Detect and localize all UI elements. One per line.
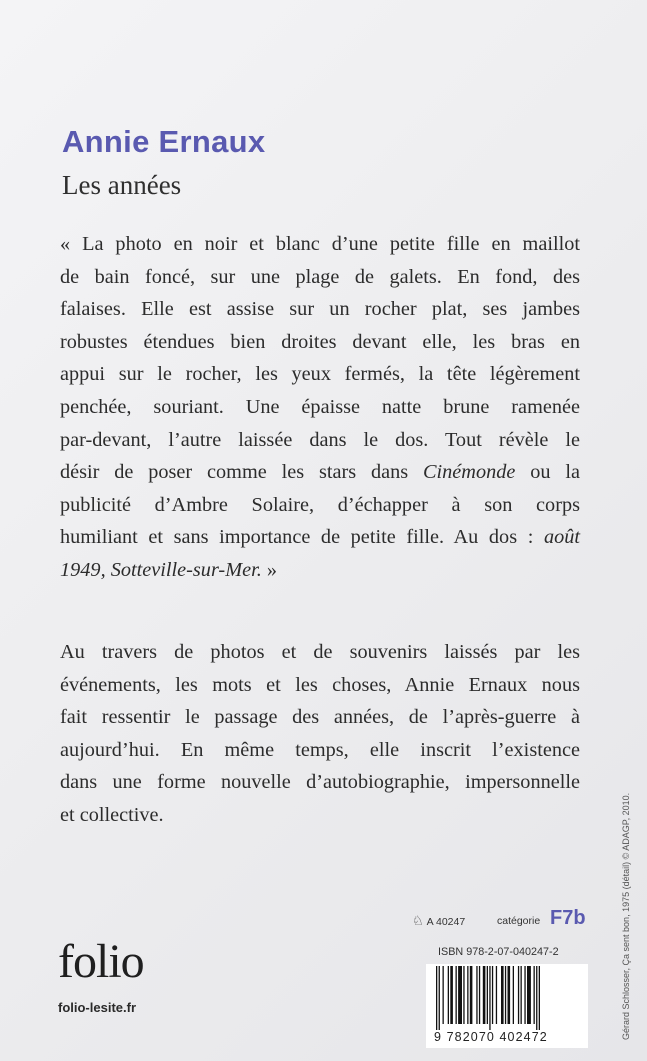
quote-line: par-devant, l’autre laissée dans le dos. Tout révèle le xyxy=(60,428,580,451)
summary-line: et collective. xyxy=(60,803,164,826)
catalog-line xyxy=(412,907,587,929)
quote-line xyxy=(60,456,580,489)
quote-italic: Cinémonde xyxy=(423,461,516,484)
category-label: catégorie xyxy=(497,915,541,927)
quote-italic: 1949, Sotteville-sur-Mer. xyxy=(60,558,262,581)
summary-paragraph xyxy=(60,636,580,832)
isbn-text: ISBN 978-2-07-040247-2 xyxy=(438,946,559,958)
summary-line: événements, les mots et les choses, Annie Ernaux nous xyxy=(60,673,580,696)
quote-line: penchée, souriant. Une épaisse natte brune ramenée xyxy=(60,395,580,418)
quote-line: robustes étendues bien droites devant elle, les bras en xyxy=(60,330,580,353)
barcode-bars xyxy=(432,966,582,1030)
publisher-mark-icon: ♘ xyxy=(412,913,424,928)
quote-text: » xyxy=(261,558,278,581)
quote-text: ou la xyxy=(515,461,580,484)
publisher-logo: folio xyxy=(58,935,144,988)
quote-line xyxy=(60,554,580,587)
quote-line: de bain foncé, sur une plage de galets. En fond, des xyxy=(60,265,580,288)
publisher-website: folio-lesite.fr xyxy=(58,1000,137,1015)
summary-line: Au travers de photos et de souvenirs laissés par les xyxy=(60,641,580,663)
barcode-digits: 9 782070 402472 xyxy=(434,1030,548,1044)
quote-line: falaises. Elle est assise sur un rocher plat, ses jambes xyxy=(60,298,580,321)
summary-line: dans une forme nouvelle d’autobiographie, impersonnelle xyxy=(60,771,580,794)
summary-line: fait ressentir le passage des années, de l’après-guerre à xyxy=(60,706,580,729)
quote-text: désir de poser comme les stars dans xyxy=(60,461,423,484)
quote-line: publicité d’Ambre Solaire, d’échapper à son corps xyxy=(60,493,580,516)
cover-credit: Gérard Schlosser, Ça sent bon, 1975 (détail) © ADAGP, 2010. xyxy=(621,792,631,1040)
barcode xyxy=(426,964,588,1048)
quote-line: appui sur le rocher, les yeux fermés, la tête légèrement xyxy=(60,363,580,386)
quote-text: humiliant et sans importance de petite fille. Au dos : xyxy=(60,526,544,549)
quote-line: « La photo en noir et blanc d’une petite fille en maillot xyxy=(60,233,580,255)
quote-italic: août xyxy=(543,526,580,549)
summary-line: aujourd’hui. En même temps, elle inscrit l’existence xyxy=(60,738,580,761)
catalog-code: A 40247 xyxy=(426,916,466,928)
author-name: Annie Ernaux xyxy=(62,124,266,159)
quote-line xyxy=(60,521,580,554)
quote-paragraph xyxy=(60,228,580,587)
book-title: Les années xyxy=(62,170,182,200)
category-code: F7b xyxy=(550,907,586,929)
